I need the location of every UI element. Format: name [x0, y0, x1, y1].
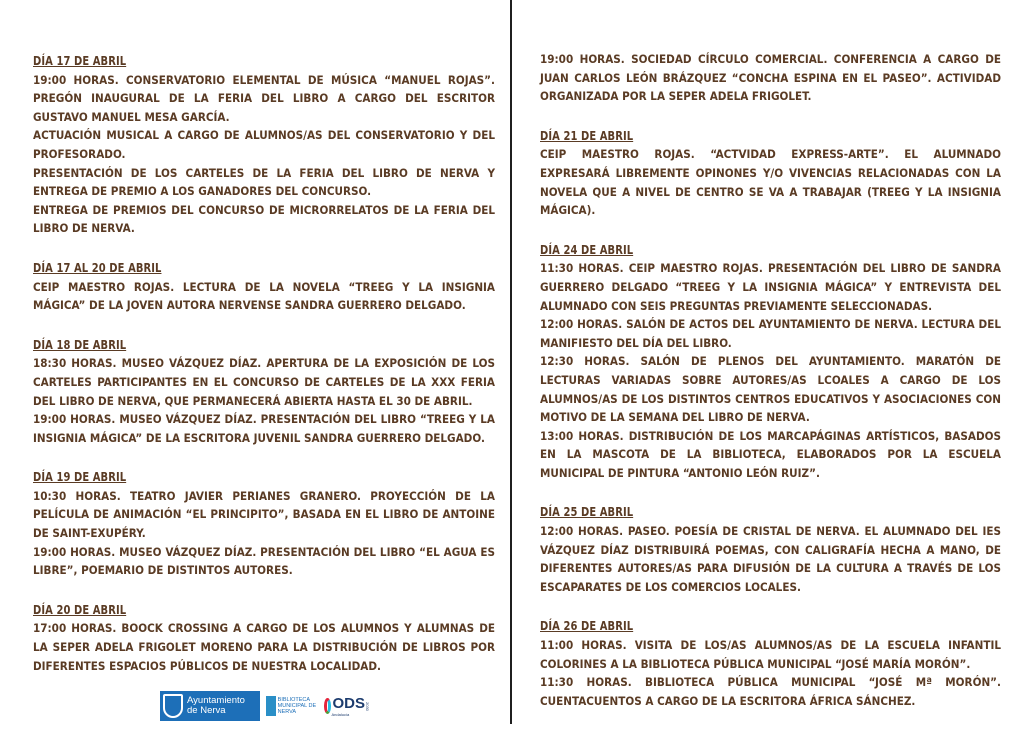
biblioteca-line2: MUNICIPAL DE NERVA — [277, 703, 317, 715]
ayuntamiento-line1: Ayuntamiento — [187, 695, 245, 706]
left-column — [33, 50, 495, 694]
event-paragraph: 11:30 HORAS. BIBLIOTECA PÚBLICA MUNICIPAL “JOSÉ Mª MORÓN”. CUENTACUENTOS A CARGO DE LA ESCRITORA ÁFRICA SÁNCHEZ. — [540, 675, 1001, 708]
section-left-0 — [33, 50, 495, 238]
section-left-1 — [33, 257, 495, 315]
section-heading: DÍA 21 DE ABRIL — [540, 128, 634, 143]
section-heading: DÍA 19 DE ABRIL — [33, 470, 127, 485]
shield-icon — [163, 694, 183, 718]
event-paragraph: 19:00 HORAS. CONSERVATORIO ELEMENTAL DE MÚSICA “MANUEL ROJAS”. PREGÓN INAUGURAL DE LA FERIA DEL LIBRO A CARGO DEL ESCRITOR GUSTAVO MANUEL MESA GARCÍA. — [33, 72, 495, 124]
event-paragraph: 17:00 HORAS. BOOCK CROSSING A CARGO DE LOS ALUMNOS Y ALUMNAS DE LA SEPER ADELA FRIGOLET MORENO PARA LA DISTRIBUCIÓN DE LIBROS POR DIFERENTES ESPACIOS PÚBLICOS DE NUESTRA LOCALIDAD. — [33, 621, 495, 673]
section-heading: DÍA 25 DE ABRIL — [540, 505, 634, 520]
right-column — [540, 50, 1001, 729]
event-paragraph: ACTUACIÓN MUSICAL A CARGO DE ALUMNOS/AS DEL CONSERVATORIO Y DEL PROFESORADO. — [33, 128, 495, 161]
ods-circle-icon — [324, 698, 331, 714]
event-paragraph: 10:30 HORAS. TEATRO JAVIER PERIANES GRANERO. PROYECCIÓN DE LA PELÍCULA DE ANIMACIÓN “EL PRINCIPITO”, BASADA EN EL LIBRO DE ANTOINE DE SAINT-EXUPÉRY. — [33, 488, 495, 541]
event-paragraph: CEIP MAESTRO ROJAS. LECTURA DE LA NOVELA “TREEG Y LA INSIGNIA MÁGICA” DE LA JOVEN AUTORA NERVENSE SANDRA GUERRERO DELGADO. — [33, 279, 495, 313]
event-paragraph: 12:00 HORAS. SALÓN DE ACTOS DEL AYUNTAMIENTO DE NERVA. LECTURA DEL MANIFIESTO DEL DÍA DEL LIBRO. — [540, 317, 1001, 350]
section-heading: DÍA 26 DE ABRIL — [540, 619, 634, 634]
biblioteca-line1: BIBLIOTECA — [277, 697, 311, 703]
event-paragraph: 13:00 HORAS. DISTRIBUCIÓN DE LOS MARCAPÁGINAS ARTÍSTICOS, BASADOS EN LA MASCOTA DE LA BIBLIOTECA, ELABORADOS POR LA ESCUELA MUNICIPAL DE PINTURA “ANTONIO LEÓN RUIZ”. — [540, 428, 1001, 480]
section-heading: DÍA 18 DE ABRIL — [33, 337, 127, 352]
section-left-3 — [33, 466, 495, 580]
ayuntamiento-logo — [160, 691, 260, 721]
section-right-4 — [540, 615, 1001, 710]
event-paragraph: 19:00 HORAS. SOCIEDAD CÍRCULO COMERCIAL. CONFERENCIA A CARGO DE JUAN CARLOS LEÓN BRÁZQUEZ “CONCHA ESPINA EN EL PASEO”. ACTIVIDAD ORGANIZADA POR LA SEPER ADELA FRIGOLET. — [540, 52, 1001, 104]
section-heading: DÍA 20 DE ABRIL — [33, 602, 127, 617]
event-paragraph: 12:30 HORAS. SALÓN DE PLENOS DEL AYUNTAMIENTO. MARATÓN DE LECTURAS VARIADAS SOBRE AUTORES/AS LCOALES A CARGO DE LOS ALUMNOS/AS DE LOS DISTINTOS CENTROS EDUCATIVOS Y ASOCIACIONES CON MOTIVO DE LA SEMANA DEL LIBRO DE NERVA. — [540, 354, 1001, 425]
event-paragraph: 18:30 HORAS. MUSEO VÁZQUEZ DÍAZ. APERTURA DE LA EXPOSICIÓN DE LOS CARTELES PARTICIPANTES EN EL CONCURSO DE CARTELES DE LA XXX FERIA DEL LIBRO DE NERVA, QUE PERMANECERÁ ABIERTA HASTA EL 30 DE ABRIL. — [33, 356, 495, 408]
ods-sub: Andalucía — [331, 712, 350, 717]
event-paragraph: ENTREGA DE PREMIOS DEL CONCURSO DE MICRORRELATOS DE LA FERIA DEL LIBRO DE NERVA. — [33, 202, 495, 236]
section-heading: DÍA 17 AL 20 DE ABRIL — [33, 260, 162, 275]
section-right-0 — [540, 50, 1001, 106]
biblioteca-logo — [266, 691, 318, 721]
section-right-2 — [540, 239, 1001, 483]
ods-logo — [324, 691, 370, 721]
event-paragraph: 19:00 HORAS. MUSEO VÁZQUEZ DÍAZ. PRESENTACIÓN DEL LIBRO “EL AGUA ES LIBRE”, POEMARIO DE DISTINTOS AUTORES. — [33, 544, 495, 578]
ayuntamiento-line2: de Nerva — [187, 705, 226, 716]
section-right-1 — [540, 125, 1001, 220]
section-right-3 — [540, 501, 1001, 596]
section-heading: DÍA 17 DE ABRIL — [33, 54, 127, 68]
section-left-4 — [33, 599, 495, 675]
footer-logos — [160, 690, 370, 722]
ods-year: 2030 — [365, 701, 370, 711]
event-paragraph: 11:30 HORAS. CEIP MAESTRO ROJAS. PRESENTACIÓN DEL LIBRO DE SANDRA GUERRERO DELGADO “TREEG Y LA INSIGNIA MÁGICA” Y ENTREVISTA DEL ALUMNADO CON SEIS PREGUNTAS PREVIAMENTE SELECCIONADAS. — [540, 261, 1001, 313]
event-paragraph: 11:00 HORAS. VISITA DE LOS/AS ALUMNOS/AS DE LA ESCUELA INFANTIL COLORINES A LA BIBLIOTECA PÚBLICA MUNICIPAL “JOSÉ MARÍA MORÓN”. — [540, 638, 1001, 671]
event-paragraph: CEIP MAESTRO ROJAS. “ACTVIDAD EXPRESS-ARTE”. EL ALUMNADO EXPRESARÁ LIBREMENTE OPINONES Y/O VIVENCIAS RELACIONADAS CON LA NOVELA QUE A NIVEL DE CENTRO SE VA A TRABAJAR (TREEG Y LA INSIGNIA MÁGICA). — [540, 147, 1001, 218]
section-left-2 — [33, 334, 495, 448]
event-paragraph: PRESENTACIÓN DE LOS CARTELES DE LA FERIA DEL LIBRO DE NERVA Y ENTREGA DE PREMIO A LOS GANADORES DEL CONCURSO. — [33, 165, 495, 199]
column-divider — [510, 0, 512, 724]
ods-text: ODS — [332, 695, 365, 712]
event-paragraph: 19:00 HORAS. MUSEO VÁZQUEZ DÍAZ. PRESENTACIÓN DEL LIBRO “TREEG Y LA INSIGNIA MÁGICA” DE LA ESCRITORA JUVENIL SANDRA GUERRERO DELGADO. — [33, 412, 495, 445]
section-heading: DÍA 24 DE ABRIL — [540, 242, 634, 257]
event-paragraph: 12:00 HORAS. PASEO. POESÍA DE CRISTAL DE NERVA. EL ALUMNADO DEL IES VÁZQUEZ DÍAZ DISTRIBUIRÁ POEMAS, CON CALIGRAFÍA HECHA A MANO, DE DIFERENTES AUTORES/AS PARA DIFUSIÓN DE LA CULTURA A TRAVÉS DE LOS ESCAPARATES DE LOS COMERCIOS LOCALES. — [540, 524, 1001, 594]
book-icon — [266, 696, 276, 716]
